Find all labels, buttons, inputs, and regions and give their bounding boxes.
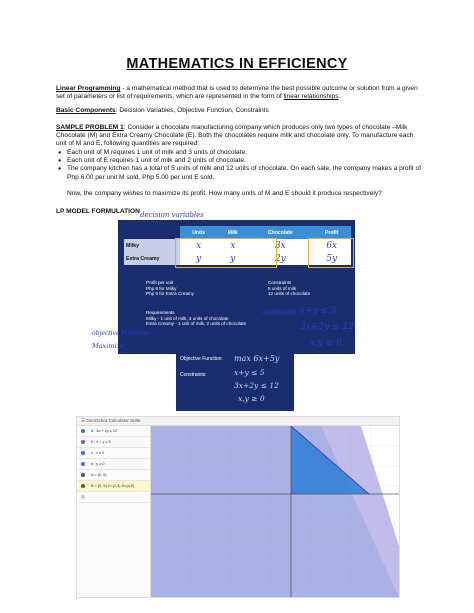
table-cell: 6x (326, 240, 338, 251)
profit-line: Php 6 for Milky (146, 285, 177, 291)
menu-icon[interactable]: ☰ (81, 418, 86, 423)
note-maximize: Maximize (92, 342, 124, 350)
color-dot-icon[interactable] (81, 451, 85, 455)
color-dot-icon[interactable] (81, 429, 85, 433)
list-item: ● The company kitchen has a total of 5 units of milk and 12 units of chocolate. On each sale, the company makes a profit of Php 6.00 per unit M sold, Php 5.00 per unit E sold. (58, 165, 424, 181)
req-line: Extra Creamy - 1 unit of milk, 2 units of chocolate (146, 321, 247, 327)
objective-label: Objective Function: (180, 356, 223, 362)
lp-slide (118, 220, 355, 354)
geogebra-title: GeoGebra Calculator Suite (86, 418, 141, 423)
constraint-c1: x+y ≤ 5 (234, 368, 265, 377)
note-c2: 3x+2y ≤ 12 (300, 322, 354, 332)
table-header-empty (124, 226, 180, 239)
constraint-info (268, 280, 310, 297)
feasible-region-plot (151, 426, 399, 597)
objective-hand: max 6x+5y (234, 354, 280, 363)
color-dot-icon[interactable] (81, 440, 85, 444)
sample-term: SAMPLE PROBLEM 1 (56, 124, 124, 131)
objective-slide (176, 351, 294, 411)
list-item: ● Each unit of M requires 1 unit of milk and 3 units of chocolate. (58, 149, 424, 157)
sample-question: Now, the company wishes to maximize its profit. How many units of M and E should it produce respectively? (67, 190, 382, 197)
constraint-c3: x,y ≥ 0 (238, 394, 265, 403)
table-cell: 3x (274, 240, 286, 251)
basic-components (56, 107, 424, 115)
algebra-row[interactable] (77, 459, 150, 470)
note-objective-function: objective Function (92, 330, 149, 337)
table-header: Units (180, 226, 217, 239)
algebra-row[interactable] (77, 426, 150, 437)
sample-text: : Consider a chocolate manufacturing company which produces only two types of chocolate –Milk Chocolate (M) and Extra Creamy Chocolate (E). Both the chocolates require milk and chocolate only. To manufacture each unit of M and E, following quantities are required: (56, 124, 414, 148)
lp-model-heading: LP MODEL FORMULATION (56, 208, 140, 215)
variable-box (175, 238, 277, 268)
algebra-row[interactable] (77, 448, 150, 459)
profit-box (308, 238, 354, 268)
table-cell: x (230, 240, 236, 251)
sample-problem (56, 124, 424, 149)
algebra-text: B = (0, 5) C=(2,3) D=(4,0) (91, 484, 135, 488)
requirement-info (146, 310, 246, 327)
geogebra-window (76, 416, 400, 598)
note-c3: x,y ≥ 0 (310, 338, 343, 348)
constraint-line: Constraints (268, 280, 292, 285)
table-cell: y (196, 253, 202, 264)
lp-definition (56, 85, 424, 101)
table-cell: 5y (326, 253, 338, 264)
profit-line: Php 5 for Extra Creamy (146, 291, 194, 297)
graphics-view[interactable] (151, 426, 399, 597)
algebra-text: c : x ≥ 0 (91, 451, 105, 455)
table-header: Profit (312, 226, 351, 239)
color-dot-icon[interactable] (81, 473, 85, 477)
color-dot-icon[interactable] (81, 495, 85, 499)
lp-def-link[interactable]: linear relationships (283, 93, 339, 101)
basic-text: : Decision Variables, Objective Function, Constraints (115, 107, 269, 114)
constraint-line: 12 units of chocolate (268, 291, 311, 297)
algebra-text: a : 3x + 2y ≤ 12 (91, 429, 118, 433)
algebra-row[interactable] (77, 492, 150, 503)
algebra-text: d : y ≥ 0 (91, 462, 105, 466)
lp-def: - a mathematical method that is used to determine the best possible outcome or solution from a given set of parameters or list of requirements, which are represented in the form of (56, 85, 418, 101)
lp-def-end: . (338, 93, 341, 101)
note-c1: x+y ≤ 5 (300, 306, 337, 316)
table-cell: x (196, 240, 202, 251)
note-decision-variables: decision variables (140, 211, 204, 219)
note-constraints: constraints (262, 309, 297, 316)
profit-info (146, 280, 194, 297)
constraint-c2: 3x+2y ≤ 12 (234, 381, 279, 390)
basic-term: Basic Components (56, 107, 116, 114)
page-title: MATHEMATICS IN EFFICIENCY (126, 56, 348, 72)
table-cell: y (230, 253, 236, 264)
list-item: ● Each unit of E requires 1 unit of milk and 2 units of chocolate. (58, 157, 424, 165)
algebra-row[interactable] (77, 470, 150, 481)
algebra-row[interactable] (77, 481, 150, 492)
constraint-line: 5 units of milk (268, 285, 297, 291)
profit-line: Profit per unit (146, 280, 174, 285)
algebra-text: b : x + y ≤ 5 (91, 440, 111, 444)
geogebra-titlebar (77, 417, 399, 426)
color-dot-icon[interactable] (81, 462, 85, 466)
algebra-row[interactable] (77, 437, 150, 448)
req-line: Milky - 1 unit of milk, 3 units of chocolate (146, 315, 229, 321)
lp-term: Linear Programming (56, 85, 121, 92)
requirement-list (58, 149, 424, 182)
algebra-text: A = (0, 0) (91, 473, 107, 477)
req-line: Requirements (146, 310, 175, 315)
table-header: Milk (217, 226, 248, 239)
algebra-panel (77, 426, 151, 597)
row-label: Extra Creamy (124, 252, 180, 265)
table-cell: 2y (274, 253, 286, 264)
constraints-label: Constraints: (180, 372, 207, 378)
table-header: Chocolate (248, 226, 312, 239)
color-dot-icon[interactable] (81, 484, 85, 488)
row-label: Milky (124, 239, 180, 252)
